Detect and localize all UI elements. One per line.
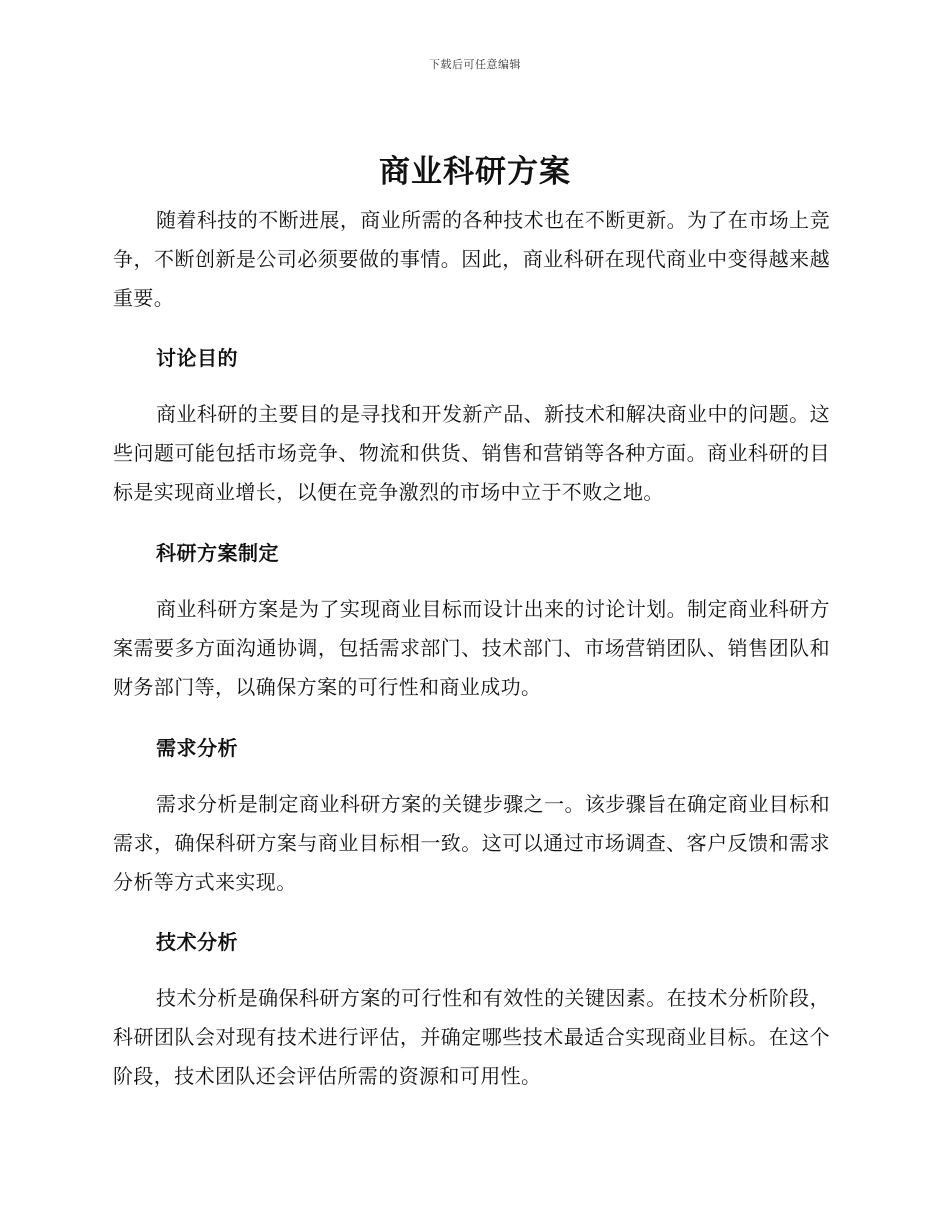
section-body-technical: 技术分析是确保科研方案的可行性和有效性的关键因素。在技术分析阶段，科研团队会对现有技术进行评估，并确定哪些技术最适合实现商业目标。在这个阶段，技术团队还会评估所需的资源和可用性。 bbox=[113, 986, 830, 1088]
section-heading-plan: 科研方案制定 bbox=[156, 541, 279, 565]
section-heading-technical: 技术分析 bbox=[156, 930, 238, 954]
section-heading-requirements: 需求分析 bbox=[156, 736, 238, 760]
intro-paragraph: 随着科技的不断进展，商业所需的各种技术也在不断更新。为了在市场上竞争，不断创新是公司必须要做的事情。因此，商业科研在现代商业中变得越来越重要。 bbox=[113, 208, 830, 310]
section-body-purpose: 商业科研的主要目的是寻找和开发新产品、新技术和解决商业中的问题。这些问题可能包括市场竞争、物流和供货、销售和营销等各种方面。商业科研的目标是实现商业增长，以便在竞争激烈的市场中立于不败之地。 bbox=[113, 402, 830, 504]
section-body-requirements: 需求分析是制定商业科研方案的关键步骤之一。该步骤旨在确定商业目标和需求，确保科研方案与商业目标相一致。这可以通过市场调查、客户反馈和需求分析等方式来实现。 bbox=[113, 792, 830, 894]
document-title: 商业科研方案 bbox=[379, 154, 571, 190]
header-note: 下载后可任意编辑 bbox=[429, 58, 521, 71]
section-heading-purpose: 讨论目的 bbox=[156, 346, 238, 370]
section-body-plan: 商业科研方案是为了实现商业目标而设计出来的讨论计划。制定商业科研方案需要多方面沟通协调，包括需求部门、技术部门、市场营销团队、销售团队和财务部门等，以确保方案的可行性和商业成功。 bbox=[113, 597, 830, 699]
